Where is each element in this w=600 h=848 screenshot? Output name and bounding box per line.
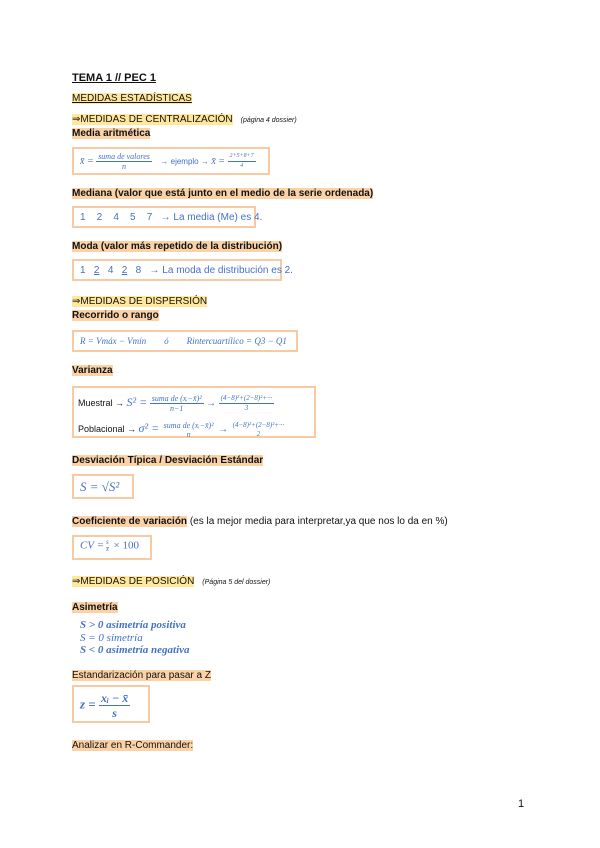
formula-lhs2: x̄ = xyxy=(211,155,226,167)
moda-box xyxy=(72,259,293,281)
coeficiente-label: Coeficiente de variación xyxy=(72,516,188,527)
arrow-icon: → xyxy=(218,424,229,435)
frac-num: suma de valores xyxy=(98,152,150,161)
centralizacion-heading: ⇒MEDIDAS DE CENTRALIZACIÓN xyxy=(72,114,233,125)
posicion-note: (Página 5 del dossier) xyxy=(202,579,271,586)
frac-den: n−1 xyxy=(169,404,184,414)
moda-label: Moda (valor más repetido de la distribución) xyxy=(72,241,283,252)
frac-num: suma de (xᵢ−x̄)² xyxy=(151,394,202,404)
poblacional-label: Poblacional → xyxy=(78,424,137,434)
dispersion-heading: ⇒MEDIDAS DE DISPERSIÓN xyxy=(72,296,208,307)
moda-value: 2 xyxy=(93,265,100,276)
asimetria-line: S < 0 asimetría negativa xyxy=(80,644,190,656)
desviacion-label: Desviación Típica / Desviación Estándar xyxy=(72,455,264,466)
frac-num2: 2+5+8+7 xyxy=(228,152,256,162)
frac-num: suma de (xᵢ−x̄)² xyxy=(163,420,214,430)
asimetria-label: Asimetría xyxy=(72,602,118,613)
section-heading: MEDIDAS ESTADÍSTICAS xyxy=(72,93,192,104)
doc-title: TEMA 1 // PEC 1 xyxy=(72,72,156,84)
moda-value: 2 xyxy=(121,265,128,276)
page-number: 1 xyxy=(518,798,525,810)
frac-num: xᵢ − x̄ xyxy=(100,691,129,705)
media-formula xyxy=(72,147,270,175)
coeficiente-note: (es la mejor media para interpretar,ya que nos lo da en %) xyxy=(187,516,448,527)
muestral-label: Muestral → xyxy=(78,398,125,408)
moda-value: 1 xyxy=(80,265,86,276)
coeficiente-formula xyxy=(72,535,152,560)
formula-lhs: σ² = xyxy=(138,421,160,435)
centralizacion-note: (página 4 dossier) xyxy=(240,117,297,124)
varianza-box xyxy=(72,386,316,438)
varianza-label: Varianza xyxy=(72,365,113,376)
formula-lhs: x̄ = xyxy=(80,155,94,167)
frac-den2: 2 xyxy=(256,429,261,438)
frac-den: x̄ xyxy=(105,545,109,553)
formula-rhs: × 100 xyxy=(113,539,139,552)
arrow-icon: → xyxy=(206,398,217,409)
estandarizacion-label: Estandarización para pasar a Z xyxy=(72,670,211,681)
moda-result: → La moda de distribución es 2. xyxy=(149,265,293,276)
formula-lhs: S² = xyxy=(126,395,148,409)
frac-den: s xyxy=(112,706,117,720)
frac-den2: 4 xyxy=(240,163,244,169)
desviacion-formula: S = √S² xyxy=(72,474,134,499)
mediana-box xyxy=(72,206,263,228)
rango-formula: R = Vmáx − Vmín ó Rintercuartílico = Q3 − Q1 xyxy=(72,330,298,352)
frac-num2: (4−8)²+(2−8)²+··· xyxy=(232,420,285,429)
frac-den2: 3 xyxy=(244,404,249,413)
rango-label: Recorrido o rango xyxy=(72,310,159,321)
frac-den: n xyxy=(186,429,191,439)
frac-num: s xyxy=(106,538,109,546)
example-arrow: → ejemplo → xyxy=(160,156,209,166)
posicion-heading: ⇒MEDIDAS DE POSICIÓN xyxy=(72,576,195,587)
media-label: Media aritmética xyxy=(72,128,151,139)
analizar-label: Analizar en R-Commander: xyxy=(72,740,194,751)
frac-num2: (4−8)²+(2−8)²+··· xyxy=(220,394,273,403)
formula-lhs: CV = xyxy=(80,539,105,552)
asimetria-line: S > 0 asimetría positiva xyxy=(80,619,186,631)
formula-lhs: z = xyxy=(80,696,96,712)
mediana-values: 1 2 4 5 7 xyxy=(80,212,153,223)
mediana-result: → La media (Me) es 4. xyxy=(160,212,263,223)
moda-value: 4 xyxy=(107,265,114,276)
moda-value: 8 xyxy=(135,265,142,276)
mediana-label: Mediana (valor que está junto en el medio de la serie ordenada) xyxy=(72,188,374,199)
asimetria-list xyxy=(80,619,190,657)
asimetria-line: S = 0 simetría xyxy=(80,631,143,644)
frac-den: n xyxy=(122,162,127,171)
estandarizacion-formula xyxy=(72,685,150,723)
